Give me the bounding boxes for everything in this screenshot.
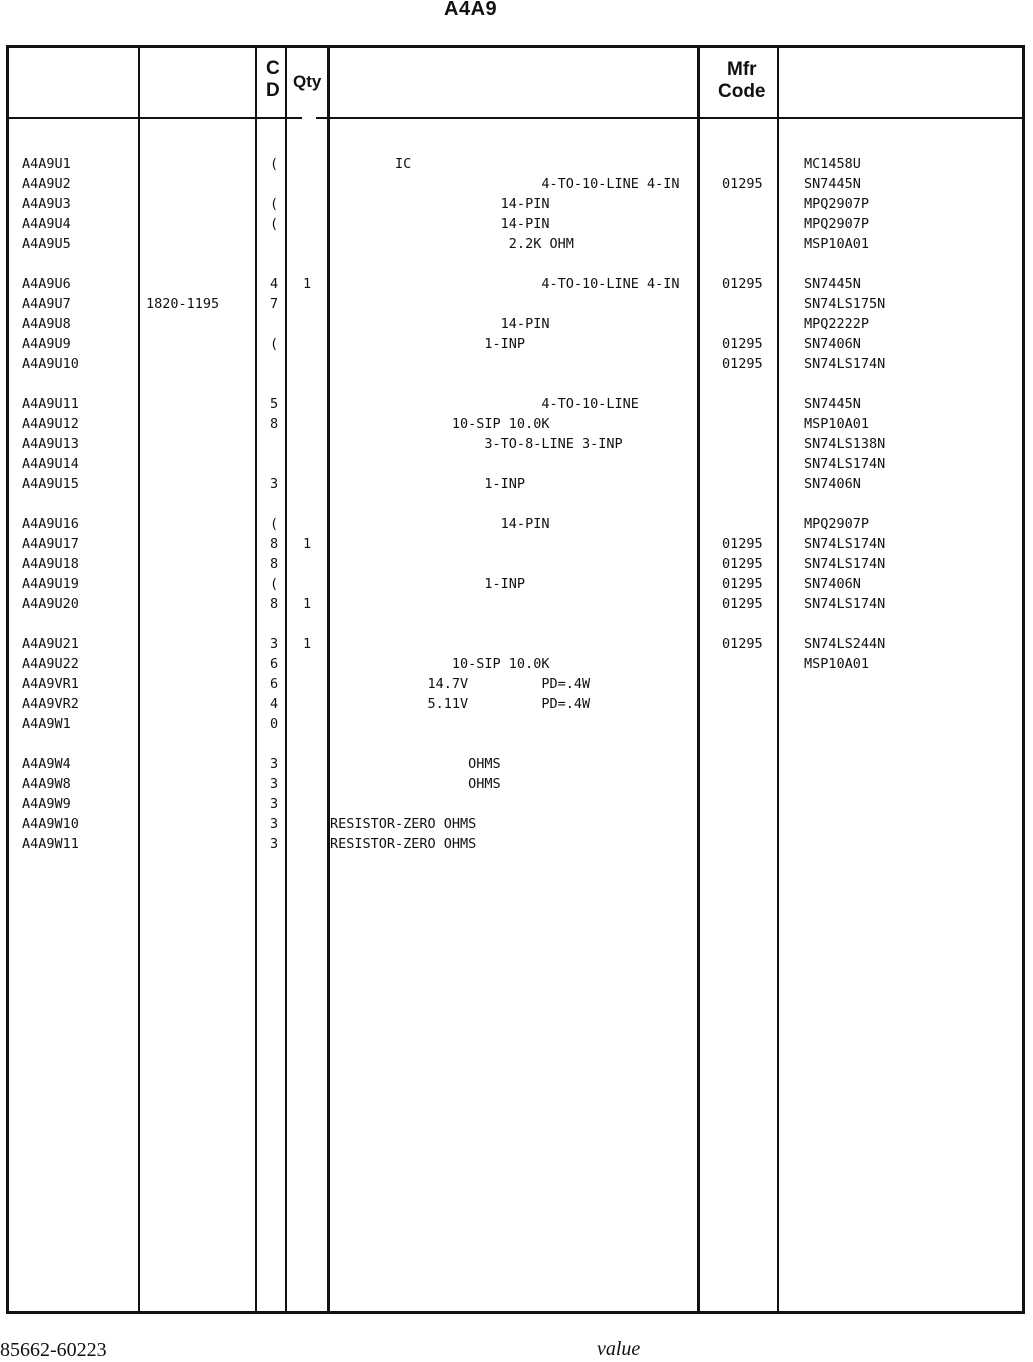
table-row — [0, 754, 1033, 774]
header-qty: Qty — [293, 72, 322, 91]
mfr-part-number: MPQ2907P — [804, 196, 870, 212]
mfr-code: 01295 — [722, 536, 763, 552]
description: OHMS — [330, 756, 501, 772]
mfr-part-number: MSP10A01 — [804, 236, 870, 252]
table-row — [0, 274, 1033, 294]
description: IC — [330, 156, 412, 172]
description: RESISTOR-ZERO OHMS — [330, 816, 477, 832]
check-digit: 4 — [270, 276, 279, 292]
description: 4-TO-10-LINE 4-IN — [330, 176, 680, 192]
reference-designator: A4A9W10 — [22, 816, 79, 832]
mfr-code: 01295 — [722, 576, 763, 592]
reference-designator: A4A9U8 — [22, 316, 71, 332]
reference-designator: A4A9U11 — [22, 396, 79, 412]
mfr-code: 01295 — [722, 636, 763, 652]
reference-designator: A4A9W1 — [22, 716, 71, 732]
header-cd-top: C — [266, 58, 280, 79]
reference-designator: A4A9U12 — [22, 416, 79, 432]
quantity: 1 — [303, 636, 312, 652]
table-row — [0, 794, 1033, 814]
header-bottom-rule-right — [316, 117, 1024, 119]
mfr-code: 01295 — [722, 176, 763, 192]
description: 3-TO-8-LINE 3-INP — [330, 436, 623, 452]
mfr-part-number: SN7445N — [804, 396, 861, 412]
reference-designator: A4A9VR1 — [22, 676, 79, 692]
reference-designator: A4A9U19 — [22, 576, 79, 592]
table-row — [0, 214, 1033, 234]
table-row — [0, 194, 1033, 214]
description: 4-TO-10-LINE — [330, 396, 639, 412]
reference-designator: A4A9U3 — [22, 196, 71, 212]
mfr-part-number: MSP10A01 — [804, 416, 870, 432]
table-row — [0, 514, 1033, 534]
check-digit: 8 — [270, 556, 279, 572]
mfr-part-number: SN74LS174N — [804, 536, 886, 552]
mfr-part-number: SN7406N — [804, 336, 861, 352]
reference-designator: A4A9U9 — [22, 336, 71, 352]
reference-designator: A4A9U4 — [22, 216, 71, 232]
table-bottom-rule — [6, 1311, 1024, 1314]
reference-designator: A4A9W8 — [22, 776, 71, 792]
table-row — [0, 474, 1033, 494]
mfr-part-number: MPQ2222P — [804, 316, 870, 332]
check-digit: 3 — [270, 796, 279, 812]
table-row — [0, 574, 1033, 594]
header-cd-bottom: D — [266, 80, 280, 101]
mfr-code: 01295 — [722, 276, 763, 292]
check-digit: 6 — [270, 676, 279, 692]
check-digit: 3 — [270, 636, 279, 652]
table-row — [0, 314, 1033, 334]
reference-designator: A4A9U16 — [22, 516, 79, 532]
check-digit: ( — [270, 516, 279, 532]
check-digit: 3 — [270, 756, 279, 772]
reference-designator: A4A9VR2 — [22, 696, 79, 712]
table-row — [0, 154, 1033, 174]
part-number: 1820-1195 — [146, 296, 220, 312]
reference-designator: A4A9U18 — [22, 556, 79, 572]
check-digit: 8 — [270, 596, 279, 612]
table-row — [0, 454, 1033, 474]
reference-designator: A4A9U2 — [22, 176, 71, 192]
mfr-part-number: SN74LS175N — [804, 296, 886, 312]
check-digit: ( — [270, 216, 279, 232]
table-row — [0, 554, 1033, 574]
description: RESISTOR-ZERO OHMS — [330, 836, 477, 852]
check-digit: 7 — [270, 296, 279, 312]
reference-designator: A4A9U7 — [22, 296, 71, 312]
mfr-code: 01295 — [722, 336, 763, 352]
mfr-part-number: SN74LS174N — [804, 356, 886, 372]
description: 10-SIP 10.0K — [330, 416, 550, 432]
footer-value-text: value — [597, 1338, 641, 1360]
check-digit: ( — [270, 576, 279, 592]
description: OHMS — [330, 776, 501, 792]
check-digit: ( — [270, 196, 279, 212]
check-digit: 5 — [270, 396, 279, 412]
mfr-part-number: MC1458U — [804, 156, 861, 172]
table-row — [0, 594, 1033, 614]
reference-designator: A4A9U17 — [22, 536, 79, 552]
quantity: 1 — [303, 536, 312, 552]
check-digit: ( — [270, 336, 279, 352]
check-digit: 3 — [270, 776, 279, 792]
doc-number: 85662-60223 — [0, 1339, 107, 1361]
description: 5.11V PD=.4W — [330, 696, 591, 712]
table-row — [0, 434, 1033, 454]
reference-designator: A4A9U5 — [22, 236, 71, 252]
table-row — [0, 394, 1033, 414]
description: 4-TO-10-LINE 4-IN — [330, 276, 680, 292]
mfr-part-number: SN74LS174N — [804, 556, 886, 572]
check-digit: 4 — [270, 696, 279, 712]
table-top-rule — [6, 45, 1024, 48]
header-mfr-line1: Mfr — [727, 59, 757, 80]
mfr-part-number: SN74LS138N — [804, 436, 886, 452]
reference-designator: A4A9U13 — [22, 436, 79, 452]
reference-designator: A4A9U1 — [22, 156, 71, 172]
reference-designator: A4A9U14 — [22, 456, 79, 472]
mfr-part-number: MPQ2907P — [804, 216, 870, 232]
description: 14-PIN — [330, 196, 550, 212]
check-digit: 8 — [270, 536, 279, 552]
mfr-part-number: SN74LS244N — [804, 636, 886, 652]
mfr-part-number: SN74LS174N — [804, 596, 886, 612]
check-digit: 3 — [270, 816, 279, 832]
quantity: 1 — [303, 276, 312, 292]
table-row — [0, 694, 1033, 714]
table-row — [0, 334, 1033, 354]
check-digit: 0 — [270, 716, 279, 732]
description: 1-INP — [330, 336, 526, 352]
reference-designator: A4A9U21 — [22, 636, 79, 652]
description: 2.2K OHM — [330, 236, 574, 252]
mfr-code: 01295 — [722, 556, 763, 572]
check-digit: 8 — [270, 416, 279, 432]
quantity: 1 — [303, 596, 312, 612]
mfr-code: 01295 — [722, 356, 763, 372]
table-row — [0, 234, 1033, 254]
reference-designator: A4A9W11 — [22, 836, 79, 852]
check-digit: 6 — [270, 656, 279, 672]
table-row — [0, 634, 1033, 654]
mfr-part-number: SN7445N — [804, 176, 861, 192]
mfr-part-number: MSP10A01 — [804, 656, 870, 672]
reference-designator: A4A9U20 — [22, 596, 79, 612]
table-row — [0, 354, 1033, 374]
check-digit: 3 — [270, 476, 279, 492]
mfr-part-number: MPQ2907P — [804, 516, 870, 532]
table-row — [0, 174, 1033, 194]
header-bottom-rule — [6, 117, 302, 119]
mfr-part-number: SN74LS174N — [804, 456, 886, 472]
table-row — [0, 654, 1033, 674]
table-row — [0, 674, 1033, 694]
table-row — [0, 714, 1033, 734]
description: 1-INP — [330, 576, 526, 592]
mfr-part-number: SN7445N — [804, 276, 861, 292]
mfr-part-number: SN7406N — [804, 476, 861, 492]
check-digit: 3 — [270, 836, 279, 852]
mfr-code: 01295 — [722, 596, 763, 612]
header-mfr-line2: Code — [718, 81, 766, 102]
check-digit: ( — [270, 156, 279, 172]
reference-designator: A4A9U15 — [22, 476, 79, 492]
reference-designator: A4A9U6 — [22, 276, 71, 292]
description: 14-PIN — [330, 316, 550, 332]
table-row — [0, 294, 1033, 314]
table-row — [0, 414, 1033, 434]
mfr-part-number: SN7406N — [804, 576, 861, 592]
table-row — [0, 834, 1033, 854]
page-title: A4A9 — [444, 0, 498, 20]
description: 1-INP — [330, 476, 526, 492]
reference-designator: A4A9W9 — [22, 796, 71, 812]
reference-designator: A4A9U10 — [22, 356, 79, 372]
table-row — [0, 774, 1033, 794]
table-row — [0, 534, 1033, 554]
table-row — [0, 814, 1033, 834]
description: 10-SIP 10.0K — [330, 656, 550, 672]
description: 14-PIN — [330, 216, 550, 232]
description: 14-PIN — [330, 516, 550, 532]
description: 14.7V PD=.4W — [330, 676, 591, 692]
reference-designator: A4A9U22 — [22, 656, 79, 672]
reference-designator: A4A9W4 — [22, 756, 71, 772]
